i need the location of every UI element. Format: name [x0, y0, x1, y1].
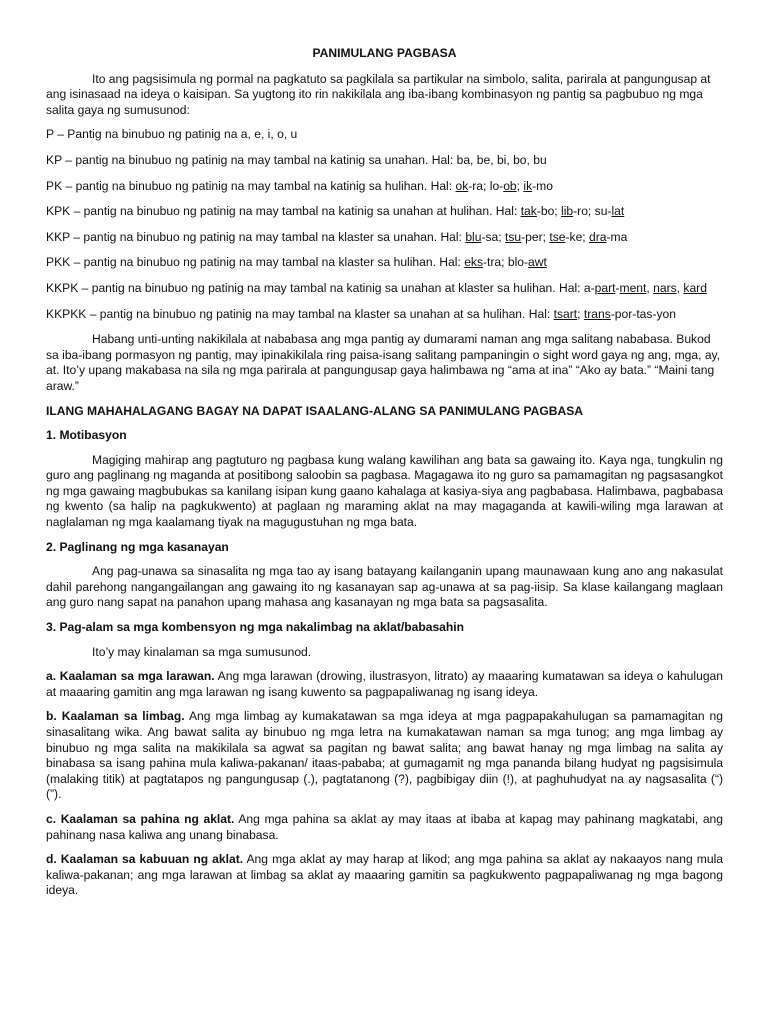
example-text: -bo; [536, 204, 562, 219]
definition-text: – pantig na binubuo ng patinig na may tambal na katinig sa unahan at hulihan. Hal: [70, 204, 521, 219]
document-title: PANIMULANG PAGBASA [312, 46, 457, 60]
definition-term: KKP [46, 229, 70, 244]
item-label: d. Kaalaman sa kabuuan ng aklat. [46, 852, 244, 867]
conventions-list [46, 669, 723, 899]
item-text: Ang mga limbag ay kumakatawan sa mga ideya at mga pagpapakahulugan sa pamamagitan ng sinasalitang wika. Ang bawat salita ay binubuo ng mga letra na kumakatawan naman sa mga tunog; ang mga limbag ay binubuo ng mga salita na makikilala sa agwat sa pagitan ng bawat salita; ang bawat hanay ng mga limbag na salita ay binabasa sa isang pahina mula kaliwa-pakanan/ itaas-pababa; at gumagamit ng mga pananda bilang hudyat ng pagsisimula (malaking titik) at pagtatapos ng pangungusap (.), pagtatanong (?), pagbibigay diin (!), at paghuhudyat na ay nagsasalita (“) (”). [46, 709, 723, 802]
example-syllable-underlined: tsu [504, 229, 522, 244]
definition-text: – pantig na binubuo ng patinig na may tambal na katinig sa unahan. Hal: [61, 152, 457, 167]
motivation-paragraph: Magiging mahirap ang pagtuturo ng pagbasa kung walang kawilihan ang bata sa gawaing ito. Kaya nga, tungkulin ng guro ang paglinang ng maganda at positibong saloobin sa pagbasa. Magagawa ito ng guro sa pamamagitan ng pagsasangkot ng mga gawaing magbubukas sa kanilang isipan kung gaano kahalaga at kasiya-siya ang pagbabasa. Halimbawa, pagbabasa ng kwento (sa halip na pagkukwento) at paglaan ng maraming aklat na may magaganda at kawili-wiling mga larawan at naglalaman ng mga kaalamang tiyak na magugustuhan ng mga bata. [46, 452, 723, 530]
skills-paragraph: Ang pag-unawa sa sinasalita ng mga tao ay isang batayang kailanganin upang maunawaan kung ano ang nakasulat dahil parehong nangangailangan ang gawaing ito ng kasanayan sap ag-unawa at sa pag-iisip. Sa klase kailangang maglaan ang guro nang sapat na panahon upang mahasa ang kasanayan ng mga bata sa pagsasalita. [46, 564, 723, 610]
definition-term: PK [46, 178, 63, 193]
conventions-heading: 3. Pag-alam sa mga kombensyon ng mga nakalimbag na aklat/babasahin [46, 620, 465, 635]
definition-term: P [46, 127, 54, 142]
example-syllable-underlined: nars [653, 280, 677, 295]
definition-line [46, 179, 723, 195]
example-syllable-underlined: ik [523, 178, 533, 193]
example-text: -ro; su- [573, 204, 612, 219]
definition-line [46, 230, 723, 246]
example-syllable-underlined: kard [683, 280, 707, 295]
example-syllable-underlined: tsart [553, 306, 578, 321]
definition-line [46, 127, 723, 143]
example-syllable-underlined: ok [455, 178, 469, 193]
example-text: -mo [532, 178, 553, 193]
definition-line [46, 153, 723, 169]
motivation-heading: 1. Motibasyon [46, 428, 127, 443]
example-syllable-underlined: part [594, 280, 616, 295]
example-text: -per; [521, 229, 550, 244]
example-text: ; [516, 178, 524, 193]
definition-text: – pantig na binubuo ng patinig na may tambal na klaster sa unahan. Hal: [69, 229, 466, 244]
sight-word-paragraph: Habang unti-unting nakikilala at nababasa ang mga pantig ay dumarami naman ang mga salitang nababasa. Bukod sa iba-ibang pormasyon ng pantig, may ipinakikilala ring paisa-isang salitang pampaningin o sight word gaya ng ang, mga, ay, at. Ito’y upang makabasa na sila ng mga parirala at pangungusap gaya halimbawa ng “ama at ina” “Ako ay bata.” “Maini tang araw.” [46, 332, 721, 393]
section-heading: ILANG MAHAHALAGANG BAGAY NA DAPAT ISAALANG-ALANG SA PANIMULANG PAGBASA [46, 403, 584, 418]
item-text: Ang mga pahina sa aklat ay may itaas at ibaba at kapag may pahinang magkatabi, ang pahinang nasa kaliwa ang unang binabasa. [46, 811, 723, 842]
example-text: -sa; [481, 229, 505, 244]
example-syllable-underlined: trans [583, 306, 611, 321]
definition-term: KKPKK [46, 306, 87, 321]
example-text: -ma [606, 229, 628, 244]
example-text: , [676, 280, 684, 295]
definition-text: – pantig na binubuo ng patinig na may tambal na klaster sa unahan at sa hulihan. Hal: [86, 306, 554, 321]
item-label: b. Kaalaman sa limbag. [46, 709, 185, 724]
example-syllable-underlined: ob [503, 178, 517, 193]
intro-paragraph: Ito ang pagsisimula ng pormal na pagkatuto sa pagkilala sa partikular na simbolo, salita, parirala at pangungusap at ang isinasaad na ideya o kaisipan. Sa yugtong ito rin nakikilala ang iba-ibang kombinasyon ng pantig sa pagbubuo ng mga salita gaya ng sumusunod: [46, 71, 711, 117]
example-text: -por-tas-yon [610, 306, 676, 321]
definition-term: KPK [46, 204, 71, 219]
item-text: Ang mga aklat ay may harap at likod; ang mga pahina sa aklat ay nakaayos nang mula kaliwa-pakanan; ang mga larawan at limbag sa aklat ay maaaring gamitin sa pagkukwento pagpapaliwanag ng mga bagong ideya. [46, 852, 723, 898]
example-text: ; [577, 306, 584, 321]
item-text: Ang mga larawan (drowing, ilustrasyon, litrato) ay maaaring kumatawan sa ideya o kahulugan at maaaring gamitin ang mga larawan ng isang kuwento sa pagpapaliwanag ng isang ideya. [46, 669, 723, 699]
definition-term: KKPK [46, 280, 79, 295]
example-syllable-underlined: ment [619, 280, 647, 295]
example-text: , [646, 280, 654, 295]
example-syllable-underlined: lat [611, 204, 625, 219]
example-syllable-underlined: dra [589, 229, 607, 244]
definition-line [46, 307, 723, 323]
example-syllable-underlined: tse [549, 229, 566, 244]
example-text: -ra; lo- [468, 178, 504, 193]
definition-line [46, 204, 723, 220]
definition-line [46, 281, 723, 297]
skills-heading: 2. Paglinang ng mga kasanayan [46, 539, 229, 554]
example-text: -ke; [565, 229, 590, 244]
example-syllable-underlined: eks [464, 255, 484, 270]
list-item [46, 812, 723, 843]
definition-term: KP [46, 152, 62, 167]
item-label: c. Kaalaman sa pahina ng aklat. [46, 811, 235, 826]
definition-text: – pantig na binubuo ng patinig na may tambal na katinig sa unahan at klaster sa hulihan. Hal: a- [78, 280, 595, 295]
example-syllable-underlined: awt [528, 255, 547, 270]
definition-term: PKK [46, 255, 71, 270]
example-syllable-underlined: tak [520, 204, 537, 219]
example-text: - [615, 280, 620, 295]
example-syllable-underlined: blu [465, 229, 482, 244]
example-text: -tra; blo- [483, 255, 529, 270]
item-label: a. Kaalaman sa mga larawan. [46, 669, 215, 684]
definition-text: – pantig na binubuo ng patinig na may tambal na klaster sa hulihan. Hal: [70, 255, 465, 270]
definition-text: – pantig na binubuo ng patinig na may tambal na katinig sa hulihan. Hal: [62, 178, 456, 193]
definition-line [46, 255, 723, 271]
conventions-intro: Ito’y may kinalaman sa mga sumusunod. [92, 644, 312, 659]
example-text: ba, be, bi, bo, bu [456, 152, 547, 167]
definition-text: – Pantig na binubuo ng patinig na a, e, i, o, u [53, 127, 298, 142]
list-item [46, 669, 723, 700]
example-syllable-underlined: lib [561, 204, 574, 219]
list-item [46, 709, 723, 803]
syllable-definitions [46, 127, 723, 322]
list-item [46, 852, 723, 899]
